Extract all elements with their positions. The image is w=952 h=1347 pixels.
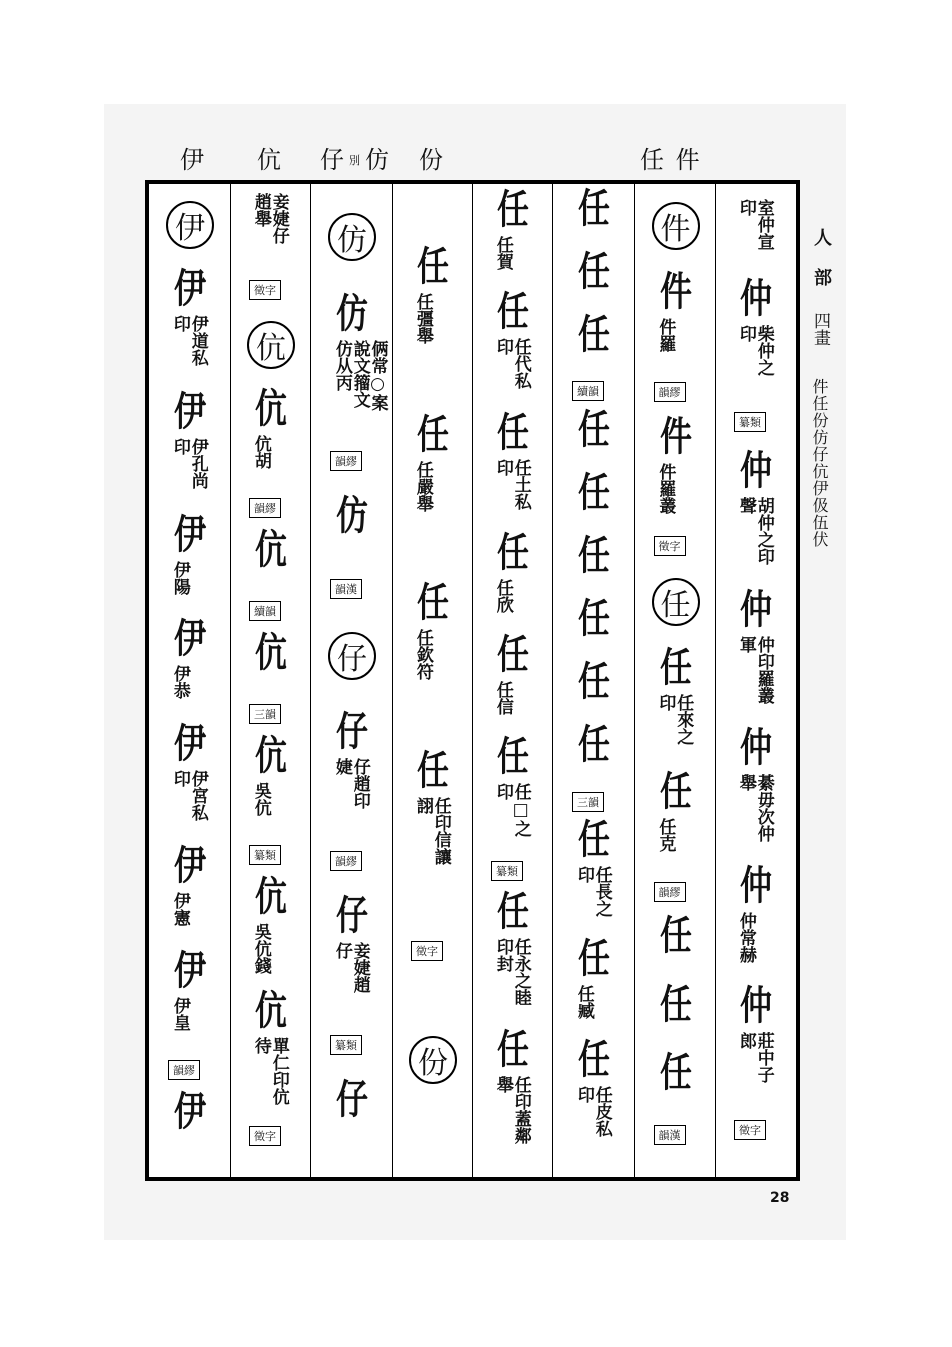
- seal-caption: 任土私印: [492, 458, 531, 510]
- source-tag: 韻繆: [330, 451, 362, 471]
- seal-glyph: 任: [578, 247, 610, 295]
- seal-caption: 伊陽: [169, 560, 190, 595]
- seal-glyph: 伉: [255, 526, 287, 574]
- seal-glyph: 伊: [174, 842, 206, 890]
- seal-caption: 莊中子郎: [735, 1032, 774, 1084]
- source-tag: 韻繆: [168, 1060, 200, 1080]
- seal-glyph: 任: [578, 406, 610, 454]
- headword-circle: 件: [652, 202, 700, 250]
- seal-glyph: 任: [497, 631, 529, 678]
- seal-glyph: 任: [659, 912, 692, 960]
- seal-glyph: 伉: [255, 986, 287, 1034]
- source-tag: 韻漢: [330, 579, 362, 599]
- seal-glyph: 任: [417, 747, 449, 794]
- source-tag: 續韻: [572, 381, 604, 401]
- radical-label: 人: [811, 228, 832, 246]
- seal-glyph: 伊: [174, 615, 206, 663]
- seal-caption: 伊皇: [169, 997, 190, 1032]
- seal-caption: 吳伉錢: [250, 923, 271, 975]
- seal-caption: 伊宮私印: [169, 769, 208, 821]
- seal-glyph: 任: [578, 594, 610, 642]
- seal-glyph: 件: [659, 412, 692, 460]
- seal-glyph: 任: [659, 1048, 692, 1096]
- seal-glyph: 任: [578, 657, 610, 705]
- seal-caption: 伊道私印: [169, 315, 208, 367]
- seal-column: [716, 184, 796, 1177]
- seal-caption: 任皮私印: [573, 1086, 612, 1138]
- seal-caption: 任印蓋鄰舉: [492, 1075, 531, 1144]
- seal-glyph: 伉: [255, 732, 287, 780]
- source-tag: 韻繆: [654, 382, 686, 402]
- seal-caption: 綦毋次仲舉: [735, 773, 774, 842]
- seal-glyph: 任: [578, 935, 610, 983]
- seal-caption: 伊恭: [169, 665, 190, 700]
- seal-glyph: 伊: [174, 387, 206, 435]
- seal-caption: 任印信讓詡: [412, 797, 451, 865]
- seal-glyph: 任: [578, 1036, 610, 1084]
- seal-caption: 任□之印: [492, 783, 531, 838]
- headword-circle: 伉: [247, 321, 295, 369]
- seal-glyph: 任: [417, 411, 449, 458]
- seal-glyph: 任: [497, 288, 529, 336]
- seal-caption: 任克: [655, 818, 676, 853]
- seal-glyph: 任: [497, 733, 529, 781]
- seal-glyph: 任: [497, 186, 529, 234]
- source-tag: 韻繆: [330, 851, 362, 871]
- header-small-char: 別: [349, 154, 362, 167]
- source-tag: 纂類: [734, 412, 766, 432]
- source-tag: 徵字: [249, 1126, 281, 1146]
- headword-circle: 仿: [328, 213, 376, 261]
- source-tag: 徵字: [411, 941, 443, 961]
- seal-glyph: 仲: [740, 447, 772, 495]
- strokes-label: 四畫: [810, 312, 830, 346]
- header-char: 伊: [180, 146, 206, 174]
- seal-column: [149, 184, 231, 1177]
- seal-caption: 伊孔尚印: [169, 437, 208, 489]
- bu-label: 部: [811, 268, 832, 286]
- seal-glyph: 任: [578, 310, 610, 358]
- seal-caption: 任永之睦印封: [492, 937, 531, 1006]
- seal-glyph: 伊: [174, 265, 206, 313]
- headword-circle: 仔: [328, 632, 376, 680]
- seal-glyph: 仿: [336, 289, 368, 337]
- seal-glyph: 任: [417, 579, 449, 626]
- seal-column: [473, 184, 553, 1177]
- headword-circle: 份: [409, 1036, 457, 1084]
- seal-caption: 任來之印: [655, 694, 694, 745]
- seal-caption: 任信: [492, 681, 513, 715]
- seal-column: [311, 184, 393, 1177]
- seal-glyph: 仿: [336, 491, 368, 539]
- seal-caption: 吳伉: [250, 782, 271, 817]
- seal-caption: 任代私印: [492, 338, 531, 390]
- source-tag: 續韻: [249, 601, 281, 621]
- seal-glyph: 伊: [174, 1088, 206, 1136]
- seal-glyph: 任: [659, 768, 692, 816]
- seal-caption: 胡仲之印聲: [735, 497, 774, 566]
- seal-glyph: 仲: [740, 585, 772, 633]
- seal-glyph: 任: [578, 816, 610, 864]
- seal-caption: 伊憲: [169, 892, 190, 927]
- source-tag: 纂類: [491, 861, 523, 881]
- seal-glyph: 任: [497, 528, 529, 576]
- seal-caption: 仲印羅叢軍: [735, 635, 774, 704]
- header-char: 仿: [365, 146, 391, 174]
- source-tag: 三韻: [572, 792, 604, 812]
- seal-glyph: 仲: [740, 982, 772, 1030]
- seal-caption: 任欣: [492, 578, 513, 613]
- source-tag: 徵字: [249, 280, 281, 300]
- seal-glyph: 任: [578, 532, 610, 580]
- seal-caption: 伉胡: [250, 435, 271, 470]
- source-tag: 纂類: [330, 1035, 362, 1055]
- seal-caption: 俩常○案說文籀文仿从丙: [331, 339, 388, 411]
- seal-glyph: 仲: [740, 274, 772, 322]
- seal-glyph: 任: [659, 644, 692, 691]
- seal-glyph: 伉: [255, 873, 287, 921]
- seal-caption: 仔趙印婕: [331, 758, 370, 810]
- seal-caption: 妾婕仔趙舉: [250, 192, 289, 244]
- source-tag: 三韻: [249, 704, 281, 724]
- seal-caption: 件羅: [655, 318, 676, 353]
- seal-column: [231, 184, 311, 1177]
- seal-caption: 任欽符: [412, 629, 433, 680]
- source-tag: 纂類: [249, 845, 281, 865]
- seal-glyph: 任: [578, 469, 610, 517]
- seal-caption: 任賀: [492, 236, 513, 271]
- seal-glyph: 仔: [336, 708, 368, 756]
- seal-glyph: 伊: [174, 510, 206, 558]
- seal-column: [553, 184, 635, 1177]
- page-number: 28: [770, 1190, 790, 1206]
- header-char: 仔: [320, 146, 346, 174]
- seal-caption: 任臧: [573, 985, 594, 1020]
- seal-column: [635, 184, 716, 1177]
- source-tag: 徵字: [654, 536, 686, 556]
- seal-glyph: 任: [578, 720, 610, 768]
- seal-glyph: 伊: [174, 719, 206, 767]
- seal-caption: 任嚴舉: [412, 461, 433, 512]
- seal-caption: 任彊舉: [412, 293, 433, 344]
- seal-glyph: 任: [497, 887, 529, 935]
- seal-glyph: 仔: [336, 892, 368, 940]
- header-char: 伉: [257, 146, 283, 174]
- character-index: 件任份仿仔伉伊伋伍伏: [810, 378, 829, 548]
- source-tag: 徵字: [734, 1120, 766, 1140]
- seal-glyph: 任: [659, 980, 692, 1028]
- seal-column: [393, 184, 473, 1177]
- seal-caption: 仲常赫: [735, 912, 756, 964]
- seal-caption: 件羅叢: [655, 462, 676, 514]
- seal-glyph: 仲: [740, 862, 772, 910]
- source-tag: 韻繆: [249, 498, 281, 518]
- header-row: [145, 140, 800, 180]
- headword-circle: 伊: [166, 201, 214, 249]
- seal-glyph: 伉: [255, 629, 287, 677]
- seal-caption: 單仁印伉待: [250, 1036, 289, 1105]
- seal-glyph: 任: [497, 1025, 529, 1073]
- headword-circle: 任: [652, 578, 700, 626]
- seal-glyph: 任: [578, 184, 610, 232]
- header-char: 任 件: [640, 146, 702, 174]
- seal-glyph: 仲: [740, 723, 772, 771]
- seal-caption: 柴仲之印: [735, 324, 774, 376]
- seal-table: [145, 180, 800, 1181]
- seal-glyph: 伊: [174, 947, 206, 995]
- seal-caption: 妾婕趙仔: [331, 942, 370, 994]
- seal-glyph: 任: [417, 243, 449, 290]
- seal-glyph: 件: [659, 268, 692, 316]
- seal-glyph: 任: [497, 408, 529, 456]
- source-tag: 韻漢: [654, 1125, 686, 1145]
- header-char: 份: [419, 146, 445, 174]
- seal-glyph: 伉: [255, 385, 287, 433]
- seal-caption: 室仲宣印: [735, 199, 774, 251]
- seal-caption: 任長之印: [573, 866, 612, 918]
- seal-glyph: 仔: [336, 1076, 368, 1124]
- source-tag: 韻繆: [654, 882, 686, 902]
